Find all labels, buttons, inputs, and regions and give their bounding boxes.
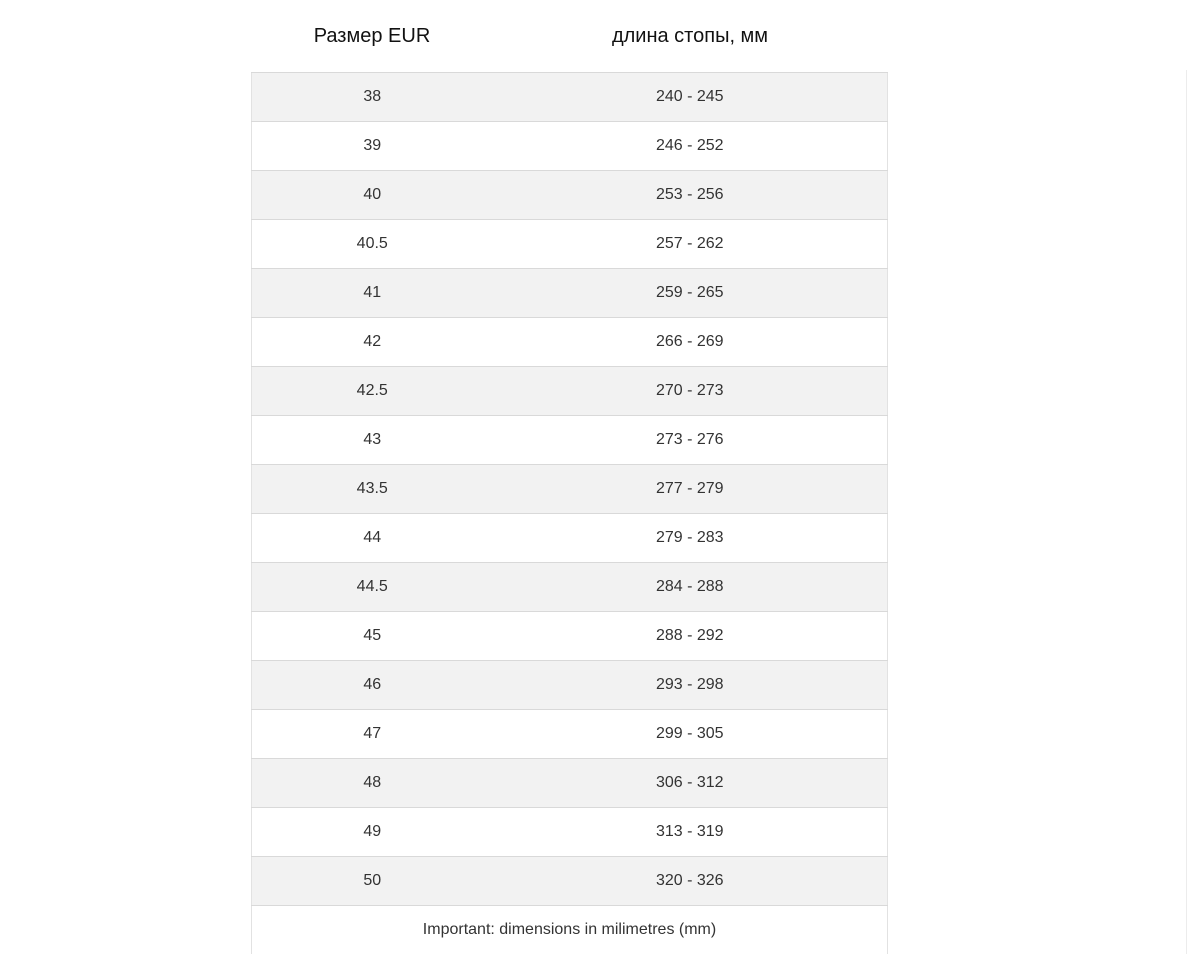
foot-length-cell: 306 - 312 bbox=[493, 758, 888, 807]
foot-length-cell: 313 - 319 bbox=[493, 807, 888, 856]
table-body bbox=[252, 72, 888, 905]
table-row bbox=[252, 464, 888, 513]
footnote-row bbox=[252, 905, 888, 954]
foot-length-cell: 320 - 326 bbox=[493, 856, 888, 905]
header-size-label: Размер EUR bbox=[313, 25, 431, 48]
foot-length-cell: 273 - 276 bbox=[493, 415, 888, 464]
size-cell: 45 bbox=[252, 611, 493, 660]
table-row bbox=[252, 170, 888, 219]
foot-length-cell: 259 - 265 bbox=[493, 268, 888, 317]
table-row bbox=[252, 562, 888, 611]
table-row bbox=[252, 660, 888, 709]
foot-length-cell: 277 - 279 bbox=[493, 464, 888, 513]
table-row bbox=[252, 366, 888, 415]
size-cell: 38 bbox=[252, 72, 493, 121]
foot-length-cell: 284 - 288 bbox=[493, 562, 888, 611]
table-row bbox=[252, 758, 888, 807]
table-row bbox=[252, 219, 888, 268]
table-row bbox=[252, 268, 888, 317]
footnote-text: Important: dimensions in milimetres (mm) bbox=[252, 905, 888, 954]
size-cell: 40.5 bbox=[252, 219, 493, 268]
foot-length-cell: 270 - 273 bbox=[493, 366, 888, 415]
table-row bbox=[252, 807, 888, 856]
table-row bbox=[252, 121, 888, 170]
table-row bbox=[252, 513, 888, 562]
foot-length-cell: 288 - 292 bbox=[493, 611, 888, 660]
size-cell: 44.5 bbox=[252, 562, 493, 611]
table-row bbox=[252, 709, 888, 758]
size-cell: 43 bbox=[252, 415, 493, 464]
size-cell: 50 bbox=[252, 856, 493, 905]
table-row bbox=[252, 72, 888, 121]
size-cell: 47 bbox=[252, 709, 493, 758]
foot-length-cell: 266 - 269 bbox=[493, 317, 888, 366]
table-header bbox=[252, 0, 888, 72]
size-cell: 41 bbox=[252, 268, 493, 317]
header-foot-length bbox=[493, 0, 888, 72]
table-row bbox=[252, 611, 888, 660]
foot-length-cell: 293 - 298 bbox=[493, 660, 888, 709]
size-chart-table bbox=[251, 0, 888, 954]
foot-length-cell: 253 - 256 bbox=[493, 170, 888, 219]
size-cell: 43.5 bbox=[252, 464, 493, 513]
foot-length-cell: 299 - 305 bbox=[493, 709, 888, 758]
table-row bbox=[252, 317, 888, 366]
foot-length-cell: 246 - 252 bbox=[493, 121, 888, 170]
size-cell: 48 bbox=[252, 758, 493, 807]
size-cell: 40 bbox=[252, 170, 493, 219]
table-footer bbox=[252, 905, 888, 954]
header-size-eur bbox=[252, 0, 493, 72]
header-length-label: длина стопы, мм bbox=[611, 25, 769, 48]
size-cell: 44 bbox=[252, 513, 493, 562]
page-edge-divider bbox=[1186, 70, 1187, 954]
table-row bbox=[252, 415, 888, 464]
size-cell: 39 bbox=[252, 121, 493, 170]
size-cell: 42 bbox=[252, 317, 493, 366]
size-cell: 49 bbox=[252, 807, 493, 856]
foot-length-cell: 257 - 262 bbox=[493, 219, 888, 268]
table-row bbox=[252, 856, 888, 905]
foot-length-cell: 240 - 245 bbox=[493, 72, 888, 121]
header-row bbox=[252, 0, 888, 72]
size-cell: 46 bbox=[252, 660, 493, 709]
foot-length-cell: 279 - 283 bbox=[493, 513, 888, 562]
size-cell: 42.5 bbox=[252, 366, 493, 415]
